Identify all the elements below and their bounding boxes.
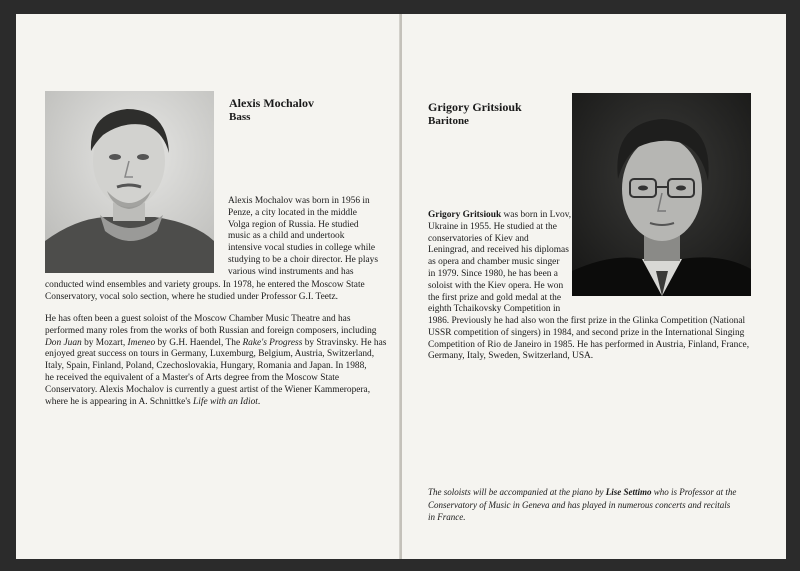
caption-text: The soloists will be accompanied at the piano by xyxy=(428,487,606,497)
caption-line xyxy=(428,486,736,499)
bio-line xyxy=(45,397,386,409)
bio-line: in 1979. Since 1980, he has been a xyxy=(428,268,558,279)
caption-line: Conservatory of Music in Geneva and has played in numerous concerts and recitals xyxy=(428,499,731,510)
bio-line: Ukraine in 1955. He studied at the xyxy=(428,221,557,232)
bio-line: soloist with the Kiev opera. He won xyxy=(428,280,564,291)
pianist-name: Lise Settimo xyxy=(605,487,652,497)
artist-name: Alexis Mochalov xyxy=(229,96,314,110)
caption-line: in France. xyxy=(428,512,466,522)
bio-text: by Stravinsky. He has xyxy=(302,337,387,348)
accompaniment-note xyxy=(428,486,736,524)
bio-line: Alexis Mochalov was born in 1956 in xyxy=(228,196,370,206)
bio-text: by Mozart, xyxy=(81,337,128,348)
bio-line: the first prize and gold medal at the xyxy=(428,292,562,303)
work-title: Imeneo xyxy=(127,337,156,348)
bio-line: conducted wind ensembles and variety groups. In 1978, he entered the Moscow State xyxy=(45,280,365,290)
right-page xyxy=(402,14,786,559)
work-title: Life with an Idiot xyxy=(193,396,258,407)
bio-line: He has often been a guest soloist of the Moscow Chamber Music Theatre and has xyxy=(45,314,351,324)
bio-line xyxy=(428,210,571,222)
biography-continued xyxy=(428,316,749,363)
left-page xyxy=(16,14,400,559)
bio-line: Competition of Rio de Janeiro in 1985. He has performed in Austria, Finland, France, xyxy=(428,339,750,350)
booklet-spread xyxy=(16,14,786,559)
bio-line: Conservatory. Alexis Mochalov is currently a guest artist of the Wiener Kammeropera, xyxy=(45,384,371,395)
biography-intro-continued xyxy=(45,280,365,304)
bio-line: eighth Tchaikovsky Competition in xyxy=(428,304,561,315)
bio-line: Penze, a city located in the middle xyxy=(228,207,357,218)
bio-text: where he is appearing in A. Schnittke's xyxy=(45,396,194,407)
bio-line: Conservatory, vocal solo section, where he studied under Professor G.I. Teetz. xyxy=(45,291,339,302)
bio-line: Germany, Italy, Sweden, Switzerland, USA. xyxy=(428,351,594,362)
bio-line: conservatories of Kiev and xyxy=(428,233,529,244)
bio-line: Volga region of Russia. He studied xyxy=(228,219,359,230)
biography-career xyxy=(45,314,386,408)
bio-line: he received the equivalent of a Master's of Arts degree from the Moscow State xyxy=(45,372,340,383)
bio-line: studying to be a choir director. He plays xyxy=(228,254,378,265)
artist-name: Grigory Gritsiouk xyxy=(428,100,522,114)
portrait-photo-alexis-mochalov xyxy=(45,91,214,273)
biography-intro xyxy=(228,196,378,279)
bio-text: by G.H. Haendel, The xyxy=(155,337,243,348)
portrait-photo-grigory-gritsiouk xyxy=(572,93,751,296)
bio-line: Leningrad, and received his diplomas xyxy=(428,245,569,256)
bio-line: USSR competition of singers) in 1984, and second prize in the International Singing xyxy=(428,327,745,338)
bio-artist-name: Grigory Gritsiouk xyxy=(428,210,502,220)
artist-voice-type: Bass xyxy=(229,111,251,123)
bio-line: performed many roles from the works of both Russian and foreign composers, including xyxy=(45,325,377,336)
work-title: Rake's Progress xyxy=(242,337,303,348)
bio-text: . xyxy=(257,396,261,407)
bio-line: intensive vocal studies in college while xyxy=(228,243,376,254)
work-title: Don Juan xyxy=(45,337,82,348)
bio-line: 1986. Previously he had also won the first prize in the Glinka Competition (National xyxy=(428,316,746,326)
bio-line: Italy, Spain, Finland, Poland, Czechoslovakia, Hungary, Romania and Japan. In 1988, xyxy=(45,361,367,372)
bio-text: was born in Lvov, xyxy=(501,210,572,220)
artist-voice-type: Baritone xyxy=(428,115,469,127)
bio-line: music as a child and undertook xyxy=(228,231,345,242)
bio-line: enjoyed great success on tours in Germany, Luxemburg, Belgium, Austria, Switzerland, xyxy=(45,349,375,360)
biography-intro xyxy=(428,210,571,316)
bio-line: various wind instruments and has xyxy=(228,266,354,277)
bio-line xyxy=(45,338,386,350)
caption-text: who is Professor at the xyxy=(651,487,737,497)
bio-line: as opera and chamber music singer xyxy=(428,257,560,268)
